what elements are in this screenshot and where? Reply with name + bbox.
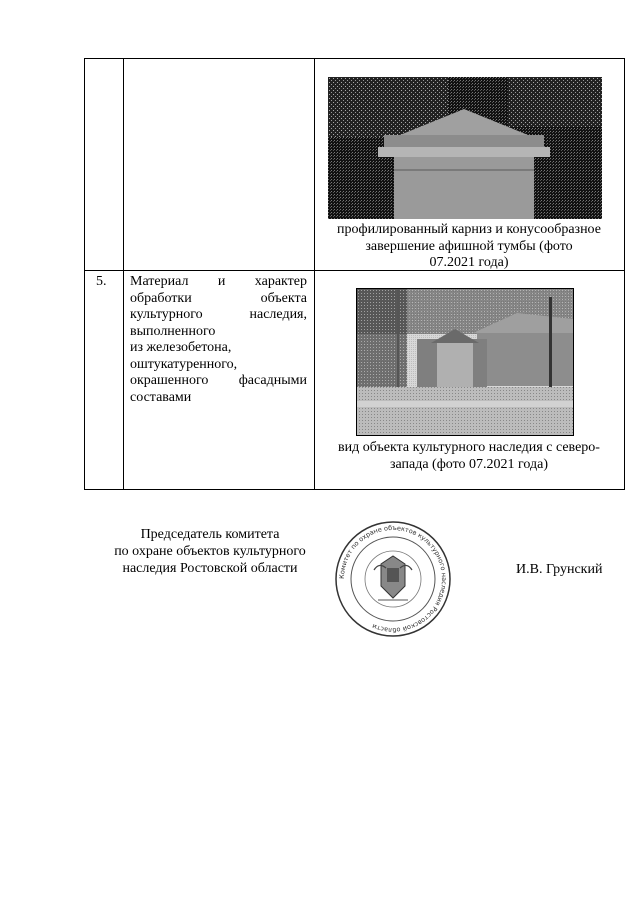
signatory-title-line: по охране объектов культурного xyxy=(114,544,306,559)
description-line: культурного наследия, xyxy=(130,307,307,322)
col-divider-2 xyxy=(314,58,315,490)
description-line: из железобетона, xyxy=(130,340,232,355)
table-top-border xyxy=(84,58,625,59)
description-line: Материал и характер xyxy=(130,274,307,289)
caption-line: профилированный карниз и конусообразное xyxy=(337,222,601,237)
photo-northwest-caption xyxy=(316,440,622,473)
table-left-border xyxy=(84,58,85,490)
row-number: 5. xyxy=(96,274,107,289)
description-line: обработки объекта xyxy=(130,290,307,306)
caption-line: 07.2021 года) xyxy=(429,255,509,270)
signatory-title xyxy=(90,526,330,577)
caption-line: вид объекта культурного наследия с северо- xyxy=(338,440,600,455)
signatory-title-line: наследия Ростовской области xyxy=(122,561,298,576)
signatory-title-line: Председатель комитета xyxy=(140,527,280,542)
description-line: выполненного xyxy=(130,323,216,339)
caption-line: завершение афишной тумбы (фото xyxy=(365,238,573,254)
svg-text:Комитет по охране объектов кул: Комитет по охране объектов культурного наследия Ростовской области xyxy=(337,523,449,635)
description-line: оштукатуренного, xyxy=(130,356,238,372)
col-divider-1 xyxy=(123,58,124,490)
official-seal xyxy=(334,520,452,638)
photo-cornice-caption xyxy=(316,222,622,272)
photo-northwest-view xyxy=(356,288,574,436)
table-right-border xyxy=(624,58,625,490)
photo-cornice xyxy=(328,77,602,219)
table-bottom-border xyxy=(84,489,625,490)
description-line: окрашенного фасадными xyxy=(130,373,307,388)
caption-line: запада (фото 07.2021 года) xyxy=(389,456,549,472)
row-description xyxy=(130,274,307,406)
signatory-name: И.В. Грунский xyxy=(516,562,603,577)
description-line: составами xyxy=(130,389,192,405)
